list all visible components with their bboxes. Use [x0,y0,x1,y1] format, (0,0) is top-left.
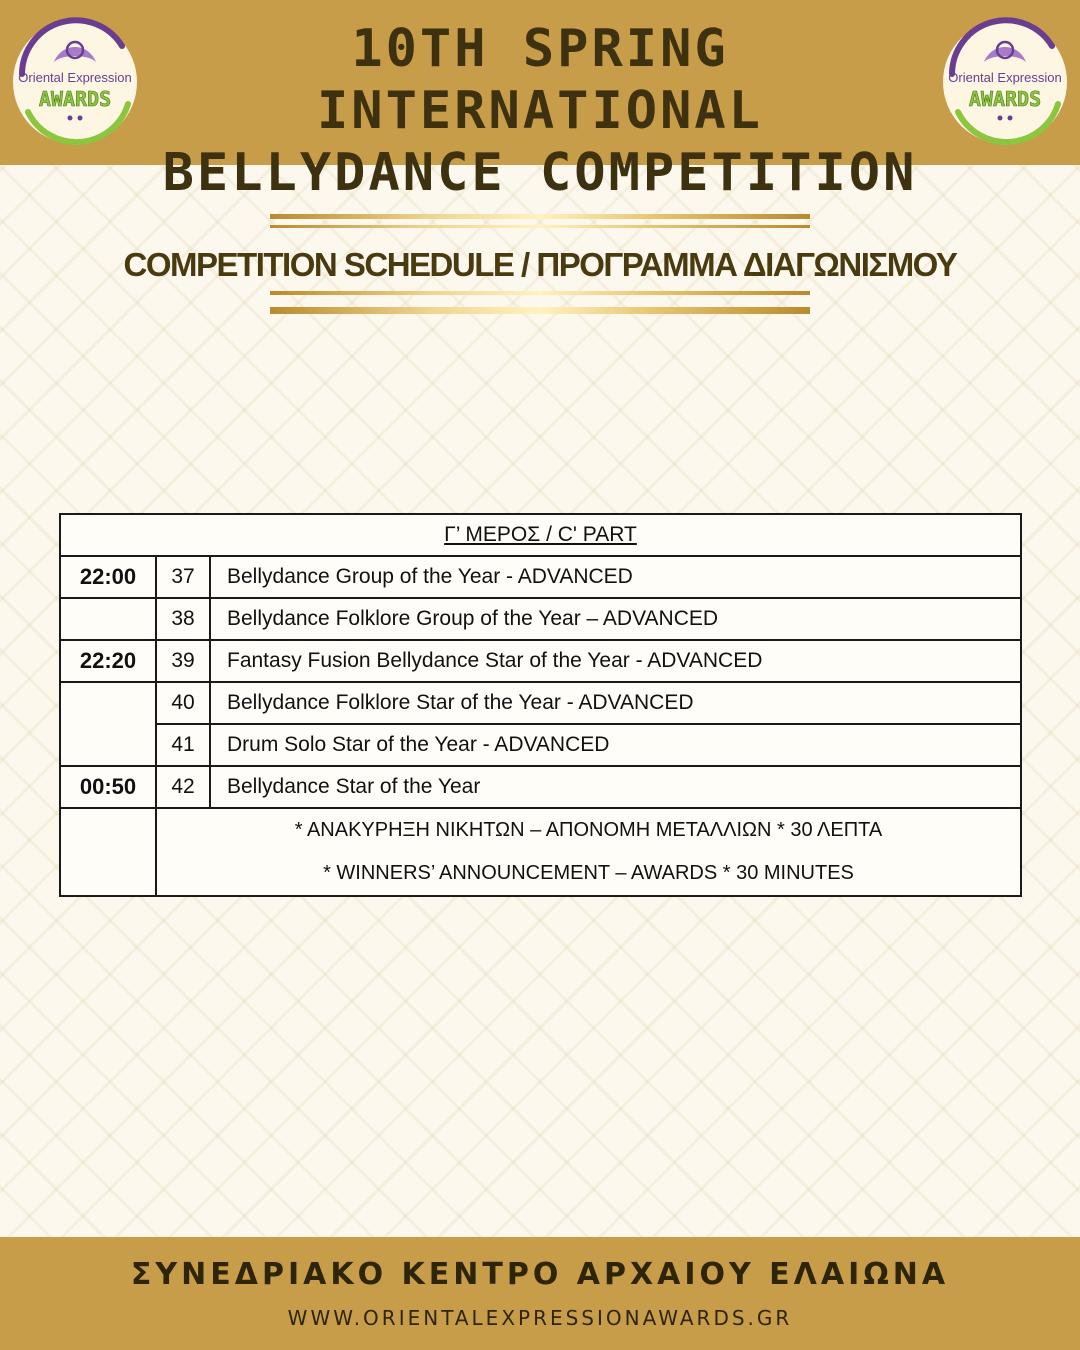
header-band [0,0,1080,203]
title-line-2: BELLYDANCE COMPETITION [162,143,918,203]
part-header-row [60,514,1021,556]
schedule-table [59,513,1022,897]
title-line-1: 10TH SPRING INTERNATIONAL [317,19,763,141]
time-cell: 22:20 [60,640,156,682]
gold-divider [270,307,810,314]
gold-divider [270,225,810,228]
part-title: Γ’ ΜΕΡΟΣ / C' PART [60,514,1021,556]
table-row [60,556,1021,598]
venue-name: ΣΥΝΕΔΡΙΑΚΟ ΚΕΝΤΡΟ ΑΡΧΑΙΟΥ ΕΛΑΙΩΝΑ [130,1257,950,1292]
entry-number: 40 [156,682,210,724]
time-cell: 00:50 [60,766,156,808]
table-row [60,598,1021,640]
gold-divider [270,214,810,219]
svg-text:AWARDS: AWARDS [968,87,1042,111]
note-greek: * ΑΝΑΚΥΡΗΞΗ ΝΙΚΗΤΩΝ – ΑΠΟΝΟΜΗ ΜΕΤΑΛΛΙΩΝ * 30 ΛΕΠΤΑ [294,819,883,841]
table-row [60,640,1021,682]
category-name: Bellydance Folklore Group of the Year – ADVANCED [210,598,1021,640]
svg-text:AWARDS: AWARDS [38,87,112,111]
category-name: Bellydance Folklore Star of the Year - ADVANCED [210,682,1021,724]
time-cell [60,682,156,766]
category-name: Drum Solo Star of the Year - ADVANCED [210,724,1021,766]
category-name: Fantasy Fusion Bellydance Star of the Year - ADVANCED [210,640,1021,682]
note-english: * WINNERS’ ANNOUNCEMENT – AWARDS * 30 MINUTES [323,862,854,884]
gold-divider [270,291,810,295]
entry-number: 37 [156,556,210,598]
time-cell [60,598,156,640]
svg-text:Oriental Expression: Oriental Expression [18,70,132,85]
page-title [150,18,930,204]
entry-number: 38 [156,598,210,640]
awards-note [156,808,1021,896]
category-name: Bellydance Star of the Year [210,766,1021,808]
svg-text:Oriental Expression: Oriental Expression [948,70,1062,85]
table-row [60,682,1021,724]
table-row [60,724,1021,766]
category-name: Bellydance Group of the Year - ADVANCED [210,556,1021,598]
website-url: WWW.ORIENTALEXPRESSIONAWARDS.GR [287,1306,793,1330]
footer-band [0,1237,1080,1350]
oriental-expression-awards-logo-right [940,12,1070,152]
time-cell: 22:00 [60,556,156,598]
table-row [60,766,1021,808]
schedule-subtitle: COMPETITION SCHEDULE / ΠΡΟΓΡΑΜΜΑ ΔΙΑΓΩΝΙΣΜΟΥ [123,246,957,283]
notes-row [60,808,1021,896]
oriental-expression-awards-logo-left [10,12,140,152]
entry-number: 41 [156,724,210,766]
entry-number: 39 [156,640,210,682]
time-cell-empty [60,808,156,896]
entry-number: 42 [156,766,210,808]
